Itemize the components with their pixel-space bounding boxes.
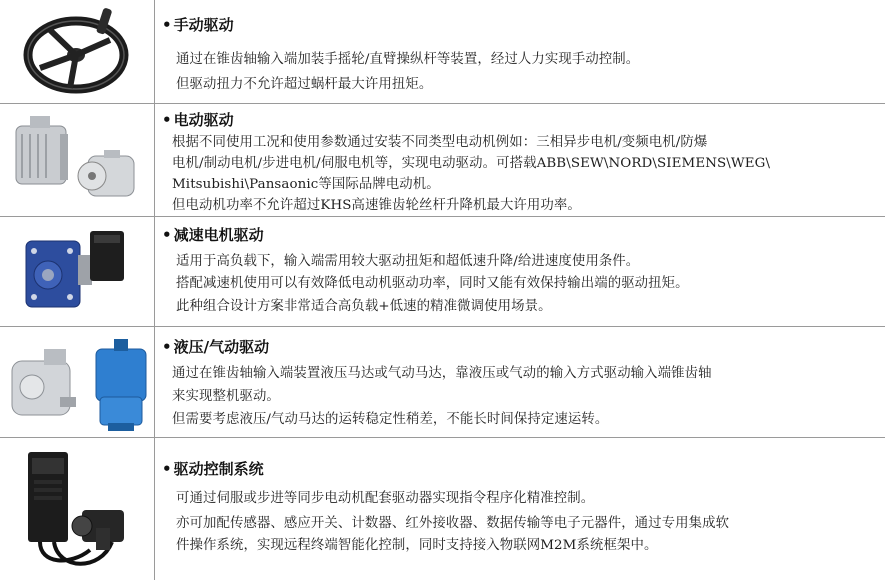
body-line: 通过在锥齿轴输入端加装手摇轮/直臂操纵杆等装置，经过人力实现手动控制。 bbox=[176, 52, 640, 67]
section-title bbox=[162, 224, 264, 245]
gear-motor-icon bbox=[0, 217, 155, 327]
bullet: • bbox=[162, 16, 172, 34]
text-cell bbox=[162, 217, 879, 326]
body-line: 电机/制动电机/步进电机/伺服电机等，实现电动驱动。可搭载ABB\SEW\NORD\SIEMENS\WEG\ bbox=[172, 156, 771, 171]
body-line: 亦可加配传感器、感应开关、计数器、红外接收器、数据传输等电子元器件，通过专用集成软 bbox=[176, 516, 730, 531]
title-text: 驱动控制系统 bbox=[173, 460, 264, 478]
body-line: 件操作系统，实现远程终端智能化控制，同时支持接入物联网M2M系统框架中。 bbox=[176, 538, 658, 553]
body-line: 但电动机功率不允许超过KHS高速锥齿轮丝杆升降机最大许用功率。 bbox=[172, 198, 581, 213]
body-line: 但驱动扭力不允许超过蜗杆最大许用扭矩。 bbox=[176, 77, 433, 92]
body-line: 但需要考虑液压/气动马达的运转稳定性稍差，不能长时间保持定速运转。 bbox=[172, 412, 609, 427]
section-title bbox=[162, 458, 264, 479]
bullet: • bbox=[162, 338, 172, 356]
text-cell bbox=[162, 438, 879, 580]
text-cell bbox=[162, 327, 879, 437]
handwheel-icon bbox=[0, 0, 155, 104]
image-cell bbox=[0, 438, 155, 580]
body-line: 搭配减速机使用可以有效降低电动机驱动功率，同时又能有效保持输出端的驱动扭矩。 bbox=[176, 276, 689, 291]
text-cell bbox=[162, 0, 879, 103]
section-title bbox=[162, 14, 234, 35]
section-title bbox=[162, 336, 269, 357]
image-cell bbox=[0, 0, 155, 103]
body-line: 通过在锥齿轴输入端装置液压马达或气动马达，靠液压或气动的输入方式驱动输入端锥齿轴 bbox=[172, 366, 712, 381]
title-text: 减速电机驱动 bbox=[173, 226, 264, 244]
body-line: 根据不同使用工况和使用参数通过安装不同类型电动机例如：三相异步电机/变频电机/防爆 bbox=[172, 135, 708, 150]
title-text: 液压/气动驱动 bbox=[173, 338, 270, 356]
section-title bbox=[162, 109, 234, 130]
title-text: 手动驱动 bbox=[173, 16, 234, 34]
image-cell bbox=[0, 104, 155, 216]
text-cell bbox=[162, 104, 879, 216]
bullet: • bbox=[162, 111, 172, 129]
electric-motor-icon bbox=[0, 104, 155, 217]
body-line: 此种组合设计方案非常适合高负载+低速的精准微调使用场景。 bbox=[176, 299, 552, 314]
row-electric-drive bbox=[0, 104, 885, 217]
row-hydraulic-pneumatic-drive bbox=[0, 327, 885, 438]
body-line: 可通过伺服或步进等同步电动机配套驱动器实现指令程序化精准控制。 bbox=[176, 491, 595, 506]
hydraulic-motor-icon bbox=[0, 327, 155, 438]
row-gear-motor-drive bbox=[0, 217, 885, 327]
image-cell bbox=[0, 327, 155, 437]
servo-driver-icon bbox=[0, 438, 155, 580]
row-manual-drive bbox=[0, 0, 885, 104]
body-line: 适用于高负载下，输入端需用较大驱动扭矩和超低速升降/给进速度使用条件。 bbox=[176, 254, 640, 269]
row-drive-control-system bbox=[0, 438, 885, 580]
image-cell bbox=[0, 217, 155, 326]
body-line: Mitsubishi\Pansaonic等国际品牌电动机。 bbox=[172, 177, 440, 192]
bullet: • bbox=[162, 460, 172, 478]
bullet: • bbox=[162, 226, 172, 244]
body-line: 来实现整机驱动。 bbox=[172, 389, 280, 404]
title-text: 电动驱动 bbox=[173, 111, 234, 129]
